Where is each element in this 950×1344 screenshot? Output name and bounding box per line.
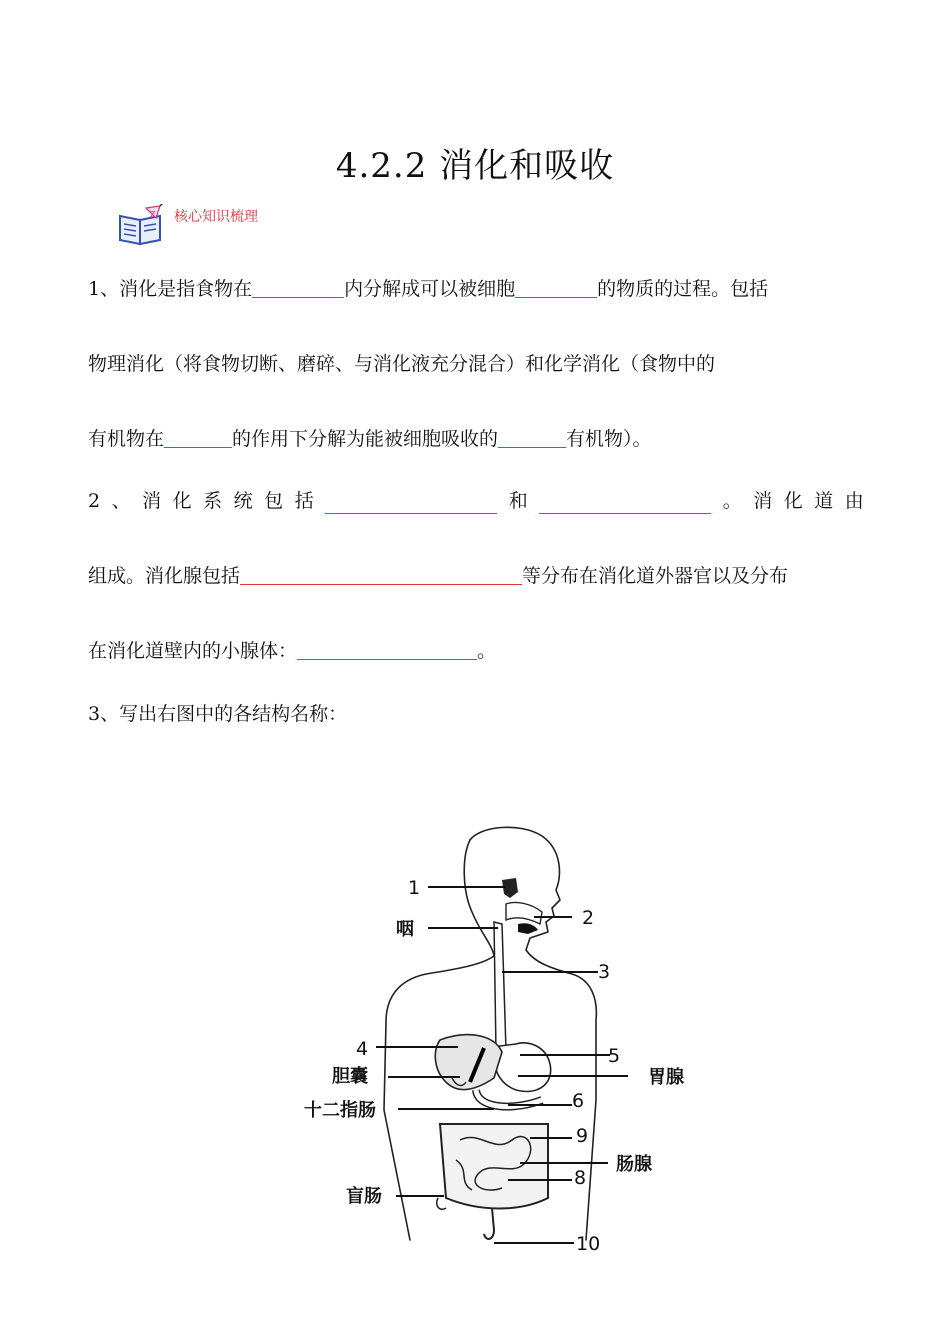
stomach xyxy=(495,1043,551,1092)
question-1-line-1: 1、消化是指食物在 内分解成可以被细胞 的物质的过程。包括 xyxy=(88,278,769,300)
question-2-line-2: 组成。消化腺包括 等分布在消化道外器官以及分布 xyxy=(88,565,789,587)
label-2: 2 xyxy=(582,907,595,929)
cecum-shape xyxy=(437,1198,446,1209)
digestive-organs xyxy=(435,878,550,1239)
blank-field[interactable] xyxy=(164,427,232,448)
label-cecum: 盲肠 xyxy=(346,1186,382,1207)
question-3-line-1: 3、写出右图中的各结构名称： xyxy=(88,703,348,725)
label-10: 10 xyxy=(576,1233,601,1255)
blank-field[interactable] xyxy=(539,493,711,514)
svg-text:Z: Z xyxy=(150,210,156,219)
label-3: 3 xyxy=(598,961,611,983)
blank-field[interactable] xyxy=(325,493,497,514)
blank-field[interactable] xyxy=(240,564,522,585)
blank-field[interactable] xyxy=(515,277,597,298)
esophagus xyxy=(494,922,506,1052)
question-2-line-3: 在消化道壁内的小腺体： 。 xyxy=(88,640,497,662)
question-2-line-1: 2 、 消 化 系 统 包 括 和 。 消 化 道 由 xyxy=(88,490,864,512)
label-intestinal-gland: 肠腺 xyxy=(616,1154,652,1175)
tongue xyxy=(506,902,542,924)
label-gallbladder: 胆囊 xyxy=(332,1066,368,1087)
label-4: 4 xyxy=(356,1038,369,1060)
label-9: 9 xyxy=(576,1125,589,1147)
rectum xyxy=(484,1208,494,1239)
question-1-line-3: 有机物在 的作用下分解为能被细胞吸收的 有机物）。 xyxy=(88,428,652,450)
large-intestine xyxy=(440,1124,548,1209)
section-title: 核心知识梳理 xyxy=(174,209,258,225)
label-gastric-gland: 胃腺 xyxy=(648,1067,684,1088)
open-book-icon xyxy=(116,204,168,248)
label-1: 1 xyxy=(408,877,421,899)
salivary-gland xyxy=(518,923,538,934)
label-5: 5 xyxy=(608,1045,621,1067)
blank-field[interactable] xyxy=(252,277,344,298)
blank-field[interactable] xyxy=(297,639,477,660)
question-1-line-2: 物理消化（将食物切断、磨碎、与消化液充分混合）和化学消化（食物中的 xyxy=(88,353,716,375)
label-6: 6 xyxy=(572,1090,585,1112)
label-8: 8 xyxy=(574,1167,587,1189)
label-pharynx: 咽 xyxy=(396,919,414,940)
page-title: 4.2.2 消化和吸收 xyxy=(335,146,615,186)
label-duodenum: 十二指肠 xyxy=(304,1100,376,1121)
digestive-system-diagram xyxy=(280,820,700,1260)
blank-field[interactable] xyxy=(498,427,566,448)
